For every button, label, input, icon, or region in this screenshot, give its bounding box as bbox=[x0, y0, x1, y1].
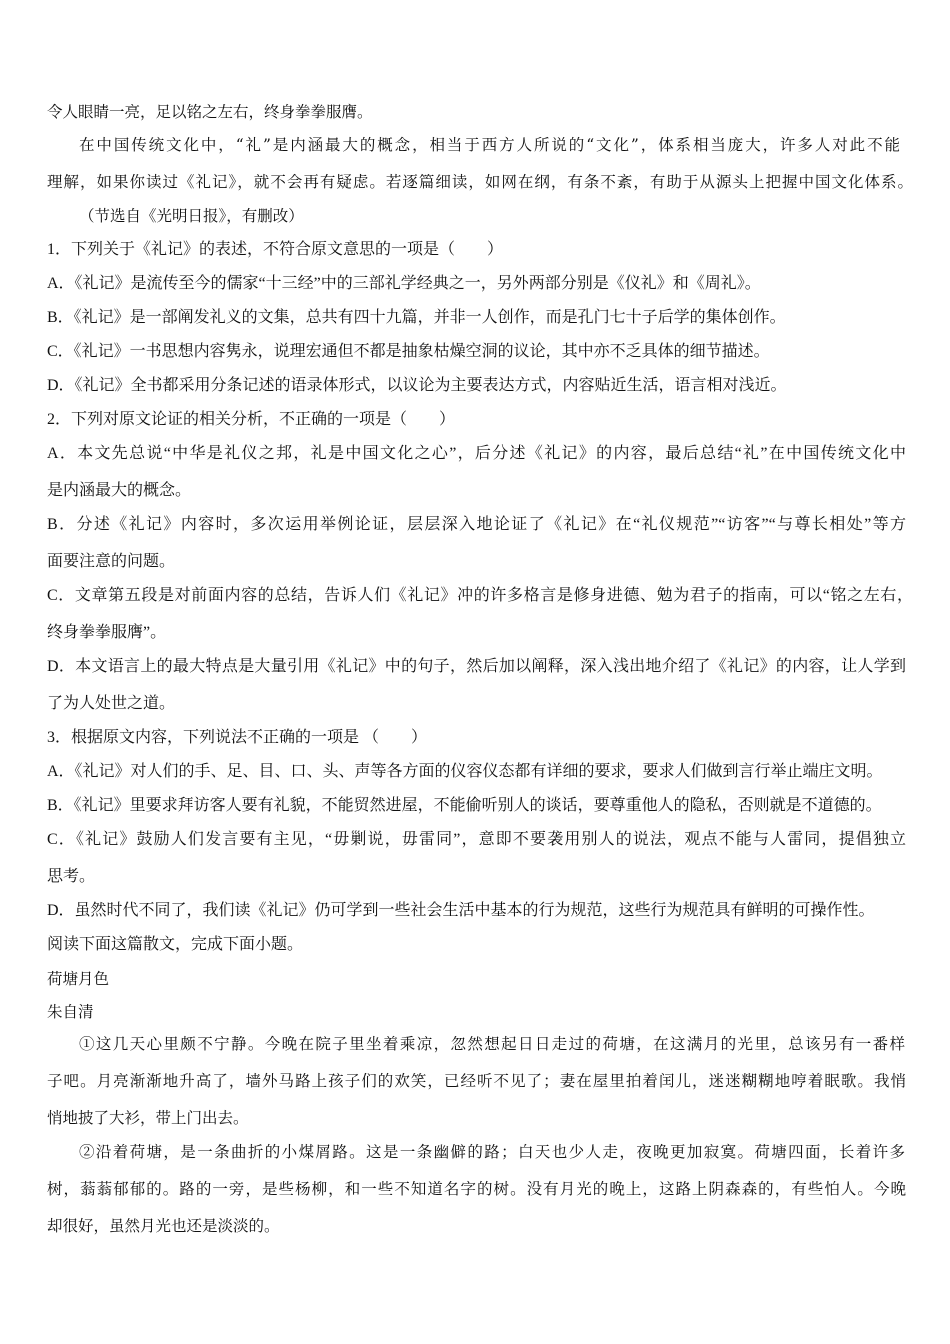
option-a-cont: 是内涵最大的概念。 bbox=[47, 482, 192, 499]
option-b: B．《礼记》里要求拜访客人要有礼貌，不能贸然进屋，不能偷听别人的谈话，要尊重他人的隐私，否则就是不道德的。 bbox=[47, 797, 882, 814]
essay-paragraph-line: 树，蓊蓊郁郁的。路的一旁，是些杨柳，和一些不知道名字的树。没有月光的晚上，这路上阴森森的，有些怕人。今晚 bbox=[47, 1180, 906, 1198]
option-a: A．《礼记》是流传至今的儒家“十三经”中的三部礼学经典之一，另外两部分别是《仪礼》和《周礼》。 bbox=[47, 275, 761, 292]
essay-author: 朱自清 bbox=[47, 1003, 94, 1021]
option-d-cont: 了为人处世之道。 bbox=[47, 695, 176, 712]
option-b-cont: 面要注意的问题。 bbox=[47, 553, 176, 570]
essay-paragraph-line: ①这几天心里颇不宁静。今晚在院子里坐着乘凉，忽然想起日日走过的荷塘，在这满月的光里，总该另有一番样 bbox=[79, 1035, 905, 1053]
option-d: D．《礼记》全书都采用分条记述的语录体形式，以议论为主要表达方式，内容贴近生活，语言相对浅近。 bbox=[47, 377, 787, 394]
question-stem: 1．下列关于《礼记》的表述，不符合原文意思的一项是（ ） bbox=[47, 241, 504, 258]
option-c: C．《礼记》鼓励人们发言要有主见，“毋剿说，毋雷同”，意即不要袭用别人的说法，观点不能与人雷同，提倡独立 bbox=[47, 831, 906, 848]
passage-text-line: 理解，如果你读过《礼记》，就不会再有疑虑。若逐篇细读，如网在纲，有条不紊，有助于从源头上把握中国文化体系。 bbox=[47, 173, 913, 191]
passage-source: （节选自《光明日报》，有删改） bbox=[79, 207, 304, 225]
option-c-cont: 终身拳拳服膺”。 bbox=[47, 624, 167, 641]
option-d: D．本文语言上的最大特点是大量引用《礼记》中的句子，然后加以阐释，深入浅出地介绍了《礼记》的内容，让人学到 bbox=[47, 658, 906, 675]
option-c: C．《礼记》一书思想内容隽永，说理宏通但不都是抽象枯燥空洞的议论，其中亦不乏具体的细节描述。 bbox=[47, 343, 770, 360]
essay-paragraph-line: ②沿着荷塘，是一条曲折的小煤屑路。这是一条幽僻的路；白天也少人走，夜晚更加寂寞。荷塘四面，长着许多 bbox=[79, 1143, 905, 1161]
option-c-cont: 思考。 bbox=[47, 868, 96, 885]
option-b: B．《礼记》是一部阐发礼义的文集，总共有四十九篇，并非一人创作，而是孔门七十子后学的集体创作。 bbox=[47, 309, 786, 326]
essay-paragraph-line: 悄地披了大衫，带上门出去。 bbox=[47, 1109, 249, 1127]
question-stem: 2．下列对原文论证的相关分析，不正确的一项是（ ） bbox=[47, 411, 456, 428]
option-d: D．虽然时代不同了，我们读《礼记》仍可学到一些社会生活中基本的行为规范，这些行为规范具有鲜明的可操作性。 bbox=[47, 902, 875, 919]
essay-title: 荷塘月色 bbox=[47, 970, 110, 988]
question-stem: 3．根据原文内容，下列说法不正确的一项是 （ ） bbox=[47, 729, 428, 746]
reading-instruction: 阅读下面这篇散文，完成下面小题。 bbox=[47, 936, 304, 953]
essay-paragraph-line: 子吧。月亮渐渐地升高了，墙外马路上孩子们的欢笑，已经听不见了；妻在屋里拍着闰儿，迷迷糊糊地哼着眠歌。我悄 bbox=[47, 1072, 906, 1090]
option-c: C．文章第五段是对前面内容的总结，告诉人们《礼记》冲的许多格言是修身进德、勉为君子的指南，可以“铭之左右， bbox=[47, 587, 913, 604]
option-a: A．《礼记》对人们的手、足、目、口、头、声等各方面的仪容仪态都有详细的要求，要求人们做到言行举止端庄文明。 bbox=[47, 763, 883, 780]
option-b: B．分述《礼记》内容时，多次运用举例论证，层层深入地论证了《礼记》在“礼仪规范”“访客”“与尊长相处”等方 bbox=[47, 516, 906, 533]
passage-text-line: 在中国传统文化中，“礼”是内涵最大的概念，相当于西方人所说的“文化”，体系相当庞大，许多人对此不能 bbox=[79, 136, 900, 154]
option-a: A．本文先总说“中华是礼仪之邦，礼是中国文化之心”，后分述《礼记》的内容，最后总结“礼”在中国传统文化中 bbox=[47, 445, 906, 462]
essay-paragraph-line: 却很好，虽然月光也还是淡淡的。 bbox=[47, 1217, 280, 1235]
passage-text-line: 令人眼睛一亮，足以铭之左右，终身拳拳服膺。 bbox=[47, 103, 373, 121]
